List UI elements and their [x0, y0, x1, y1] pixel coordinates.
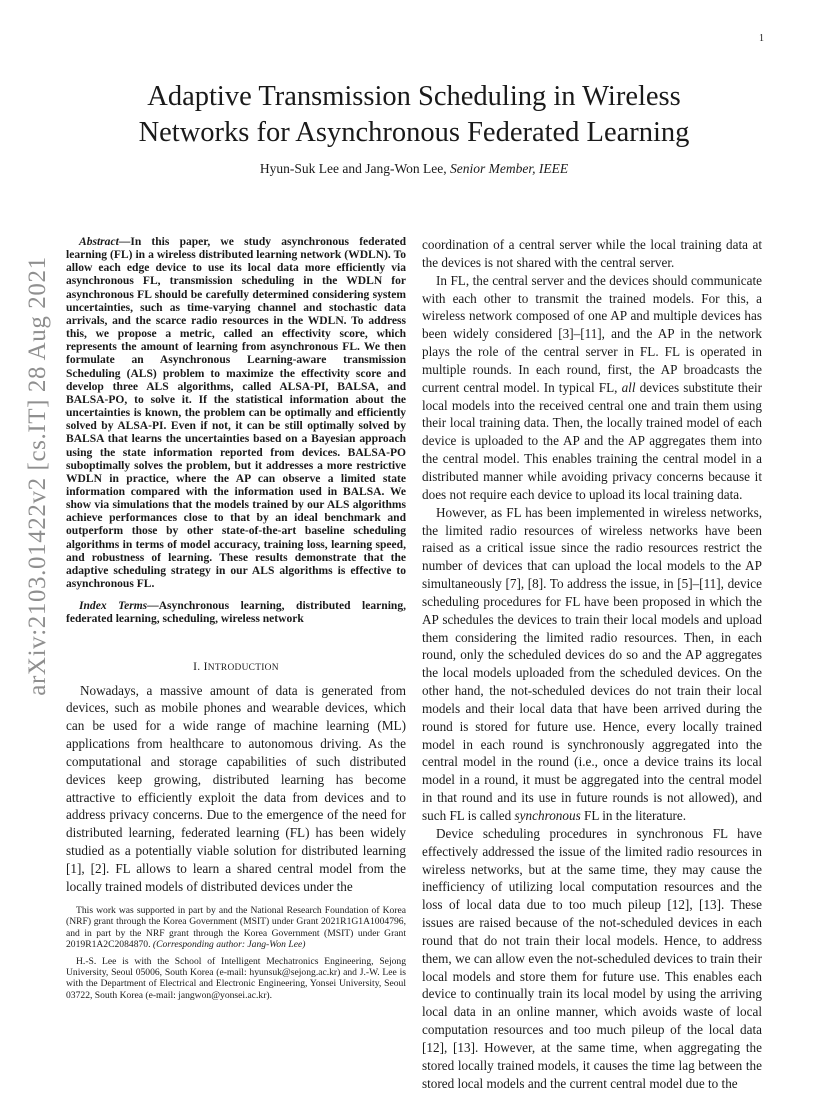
section-heading-introduction: [66, 661, 406, 673]
abstract-label: Abstract: [79, 236, 119, 248]
section-initial: I: [203, 660, 208, 673]
emphasis-synchronous: synchronous: [514, 808, 581, 823]
right-column: [422, 236, 762, 1093]
corresponding-author-note: (Corresponding author: Jang-Won Lee): [152, 939, 306, 951]
arxiv-identifier-text: arXiv:2103.01422v2 [cs.IT] 28 Aug 2021: [24, 256, 51, 696]
paper-title: [0, 79, 828, 151]
author-line: [0, 160, 828, 178]
funding-footnote-text: This work was supported in part by and the National Research Foundation of Korea (NRF) grant through the Korea Government (MSIT) under Grant 2021R1G1A1004796, and in part by the NRF grant through the Korea Government (MSIT) under Grant 2019R1A2C2084870.: [66, 905, 406, 951]
body-text: devices substitute their local models into the received central one and train them using their local training data. Then, the locally trained model of each device is uploaded to the AP and the AP aggregates them into the central model. This enables training the central model in a distributed manner while avoiding privacy concerns because it does not require each device to upload its local training data.: [422, 379, 763, 502]
index-terms: [66, 600, 406, 626]
footnotes: [66, 905, 406, 1001]
emphasis-all: all: [621, 379, 636, 395]
affiliation-footnote: H.-S. Lee is with the School of Intelligent Mechatronics Engineering, Sejong University, Seoul 05006, South Korea (e-mail: hyunsuk@sejong.ac.kr) and J.-W. Lee is with the Department of Electrical and Electronic Engineering, Yonsei University, Seoul 03722, South Korea (e-mail: jangwon@yonsei.ac.kr).: [66, 955, 406, 1001]
body-text: FL in the literature.: [580, 808, 687, 823]
funding-footnote: [66, 905, 406, 951]
author-names: Hyun-Suk Lee and Jang-Won Lee,: [259, 161, 450, 176]
section-rest: NTRODUCTION: [207, 662, 279, 673]
paper-title-line-1: Adaptive Transmission Scheduling in Wireless: [147, 81, 681, 112]
paper-title-line-2: Networks for Asynchronous Federated Learning: [138, 117, 690, 148]
body-text: In FL, the central server and the devices should communicate with each other to transmit the trained models. For this, a wireless network composed of one AP and multiple devices has been widely considered [3]–[11], and the AP in the network plays the role of the central server in FL. FL is operated in multiple rounds. In each round, first, the AP broadcasts the current central model. In typical FL,: [422, 272, 762, 395]
index-terms-text: —Asynchronous learning, distributed learning, federated learning, scheduling, wireless network: [66, 600, 406, 626]
abstract-text: —In this paper, we study asynchronous federated learning (FL) in a wireless distributed learning network (WDLN). To allow each edge device to use its local data more efficiently via asynchronous FL, transmission scheduling in the WDLN for asynchronous FL should be carefully determined considering system uncertainties, such as time-varying channel and stochastic data arrivals, and the scarce radio resources in the WDLN. To address this, we propose a metric, called an effectivity score, which represents the amount of learning from asynchronous FL. We then formulate an Asynchronous Learning-aware transmission Scheduling (ALS) problem to maximize the effectivity score and develop three ALS algorithms, called ALSA-PI, BALSA, and BALSA-PO, to solve it. If the statistical information about the uncertainties is known, the problem can be optimally and efficiently solved by ALSA-PI. Even if not, it can be still optimally solved by BALSA that learns the uncertainties based on a Bayesian approach using the state information reported from devices. BALSA-PO suboptimally solves the problem, but it addresses a more restrictive WDLN in practice, where the AP can observe a limited state information compared with the information used in BALSA. We show via simulations that the models trained by our ALS algorithms achieve performances close to that by an ideal benchmark and outperform those by other state-of-the-art baseline scheduling algorithms in terms of model accuracy, training loss, learning speed, and robustness of learning. These results demonstrate that the adaptive scheduling strategy in our ALS algorithms is effective to asynchronous FL.: [66, 236, 406, 591]
left-column: [66, 236, 406, 896]
body-paragraph: [422, 272, 762, 504]
body-paragraph: Nowadays, a massive amount of data is generated from devices, such as mobile phones and wearable devices, which can be used for a wide range of machine learning (ML) applications from healthcare to autonomous driving. As the computational and storage capabilities of such distributed devices keep growing, distributed learning has become attractive to efficiently exploit the data from devices and to address privacy concerns. Due to the emergence of the need for distributed learning, federated learning (FL) has been widely studied as a potentially viable solution for distributed learning [1], [2]. FL allows to learn a shared central model from the locally trained models of distributed devices under the: [66, 682, 406, 894]
index-terms-label: Index Terms: [79, 600, 148, 613]
abstract: [66, 236, 406, 591]
body-paragraph: Device scheduling procedures in synchronous FL have effectively addressed the issue of the limited radio resources in wireless networks, but at the same time, they may cause the inefficiency of utilizing local computation resources and the loss of local data due to too much pileup [12], [13]. These issues are raised because of the not-scheduled devices in each round that do not train their local models. Hence, to address them, we can allow even the not-scheduled devices to train their local models and store them for future use. This enables each device to continually train its local model by using the arriving local data in an online manner, which avoids waste of local computation resources and too much pileup of the local data [12], [13]. However, at the same time, when aggregating the stored locally trained models, it causes the time lag between the stored local models and the current central model due to the: [422, 825, 762, 1091]
body-paragraph: coordination of a central server while the local training data at the devices is not shared with the central server.: [422, 237, 762, 270]
author-affiliation: Senior Member, IEEE: [450, 161, 569, 176]
section-numeral: I.: [193, 660, 204, 673]
page-number: 1: [759, 33, 764, 44]
body-paragraph: [422, 504, 762, 825]
body-text: However, as FL has been implemented in wireless networks, the limited radio resources of wireless networks have been raised as a critical issue since the radio resources restrict the number of devices that can upload the local models to the AP simultaneously [7], [8]. To address the issue, in [5]–[11], device scheduling procedures for FL have been proposed in which the AP schedules the devices to train their local models and upload them considering the limited radio resources. Then, in each round, only the scheduled devices do so and the AP aggregates the local models uploaded from the scheduled devices. On the other hand, the not-scheduled devices do not train their local models and their local data that have been arrived during the round is stored for future use. Hence, every locally trained model in each round is synchronously aggregated into the central model in the round (i.e., once a device trains its local model in a round, it must be aggregated into the central model in that round and its use in future rounds is not allowed), and such FL is called: [422, 504, 762, 823]
